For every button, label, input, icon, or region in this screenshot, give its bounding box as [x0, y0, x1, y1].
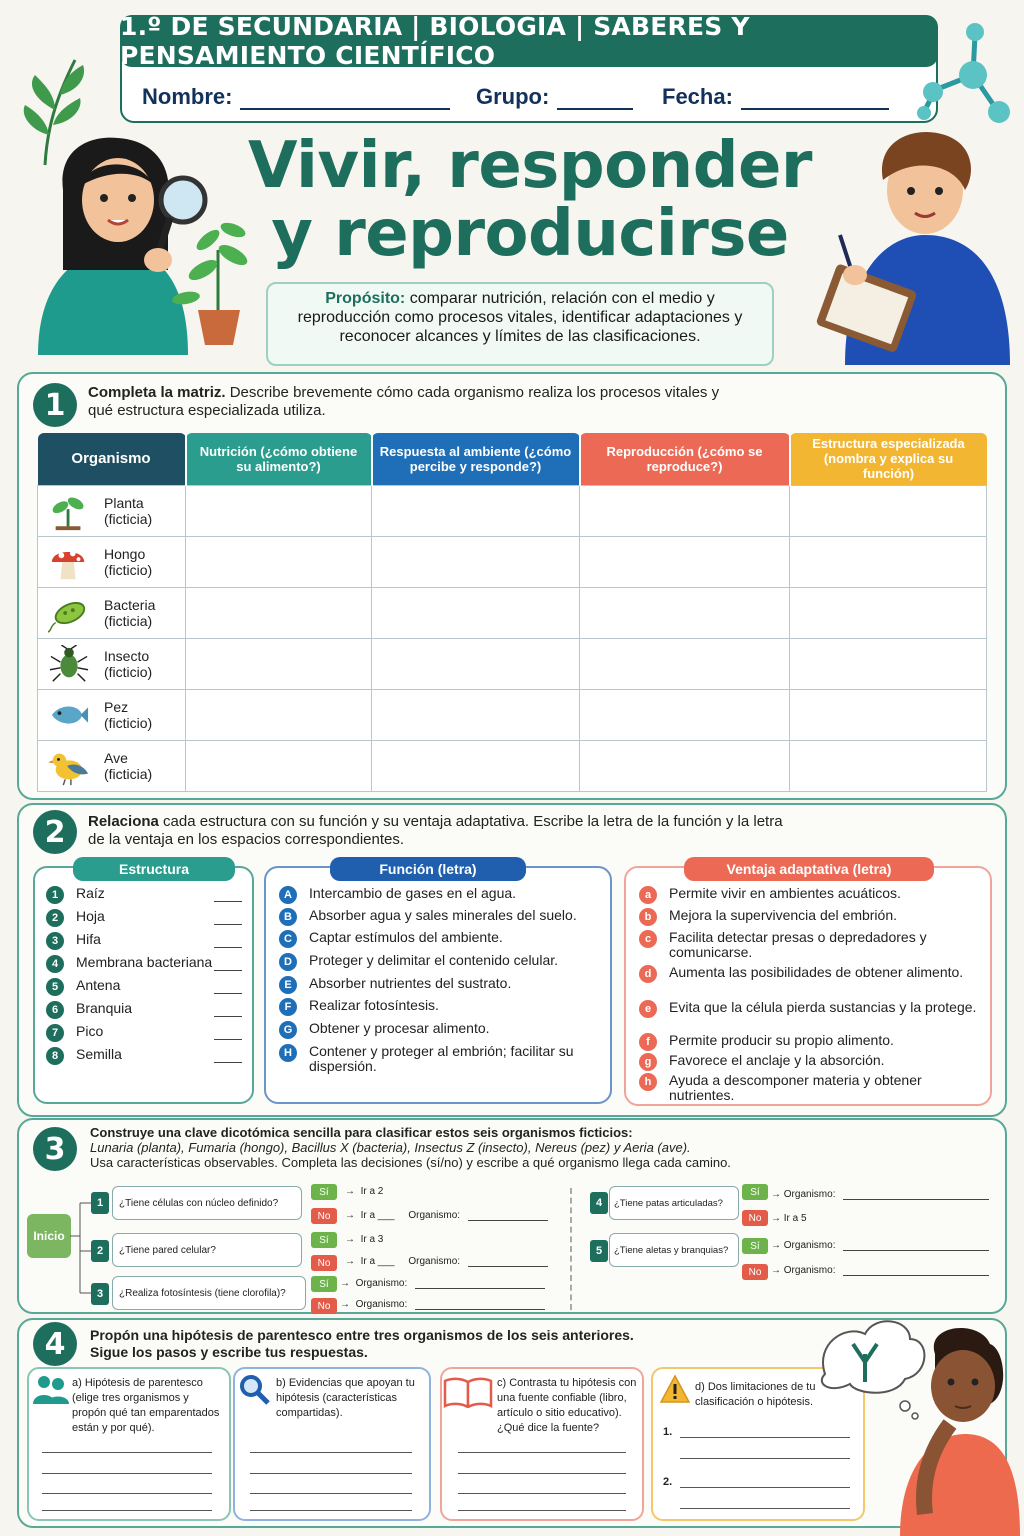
organism-name: Ave [104, 749, 128, 766]
q3-number: 3 [91, 1283, 109, 1305]
warning-icon [659, 1374, 691, 1404]
function-letter: B [279, 908, 297, 926]
card-a-line-1[interactable] [42, 1452, 212, 1453]
section-2-number: 2 [33, 810, 77, 854]
function-item [279, 953, 599, 971]
section-4-line-1: Propón una hipótesis de parentesco entre tres organismos de los seis anteriores. [90, 1327, 634, 1343]
answer-cell-structure[interactable] [790, 689, 987, 740]
section-4-number: 4 [33, 1322, 77, 1366]
organism-cell [38, 485, 186, 536]
structure-number: 1 [46, 886, 64, 904]
structure-item [46, 978, 216, 996]
structure-item [46, 932, 216, 950]
mushroom-icon [48, 543, 90, 583]
thinking-student-illustration [805, 1314, 1020, 1536]
molecule-icon [915, 20, 1015, 130]
header-organism: Organismo [38, 433, 186, 485]
card-b-line-1[interactable] [250, 1452, 412, 1453]
card-b-line-3[interactable] [250, 1493, 412, 1494]
q3-yes-organism-label: Organismo: [355, 1278, 408, 1289]
card-evidence-text: b) Evidencias que apoyan tu hipótesis (características compartidas). [276, 1377, 415, 1419]
worksheet-title [160, 129, 900, 271]
answer-cell-nutrition[interactable] [186, 587, 372, 638]
advantage-title: Ventaja adaptativa (letra) [684, 857, 934, 881]
q1-yes[interactable]: Sí [311, 1184, 337, 1200]
advantage-letter: g [639, 1053, 657, 1071]
function-letter: D [279, 953, 297, 971]
group-line[interactable] [557, 90, 633, 110]
q5-no-organism-line[interactable] [843, 1266, 989, 1276]
q4-yes-organism-line[interactable] [843, 1190, 989, 1200]
answer-cell-response[interactable] [372, 485, 580, 536]
title-line-2: y reproducirse [271, 197, 789, 271]
section-3-number: 3 [33, 1127, 77, 1171]
q2-box: ¿Tiene pared celular? [112, 1233, 302, 1267]
name-label: Nombre: [142, 84, 233, 109]
q1-organism-label: Organismo: [408, 1210, 461, 1221]
date-line[interactable] [741, 90, 889, 110]
structure-item [46, 909, 216, 927]
q5-no-result[interactable]: → Organismo: [771, 1265, 989, 1276]
answer-cell-structure[interactable] [790, 587, 987, 638]
q2-yes[interactable]: Sí [311, 1232, 337, 1248]
header-structure: Estructura especializada (nombra y explica su función) [790, 433, 987, 485]
answer-cell-reproduction[interactable] [580, 587, 790, 638]
q1-no-go: Ir a ___ [360, 1210, 395, 1221]
organism-note: (ficticio) [104, 663, 153, 680]
q4-yes-organism-label: Organismo: [783, 1189, 836, 1200]
structure-item [46, 1024, 216, 1042]
q3-box: ¿Realiza fotosíntesis (tiene clorofila)? [112, 1276, 306, 1310]
header-nutrition: Nutrición (¿cómo obtiene su alimento?) [186, 433, 372, 485]
advantage-text: Permite vivir en ambientes acuáticos. [669, 885, 901, 901]
section-2-instruction [88, 813, 788, 849]
structure-number: 7 [46, 1024, 64, 1042]
function-letter: C [279, 930, 297, 948]
function-text: Absorber agua y sales minerales del suelo. [309, 907, 577, 923]
q1-no[interactable]: No [311, 1208, 337, 1224]
function-text: Obtener y procesar alimento. [309, 1020, 490, 1036]
q1-organism-line[interactable] [468, 1211, 548, 1221]
q2-number: 2 [91, 1240, 109, 1262]
function-item [279, 930, 599, 948]
structure-label: Hifa [76, 931, 101, 947]
structure-answer-blank[interactable] [214, 1016, 242, 1017]
header-response: Respuesta al ambiente (¿cómo percibe y responde?) [372, 433, 580, 485]
card-a-line-4[interactable] [42, 1510, 212, 1511]
answer-cell-structure[interactable] [790, 638, 987, 689]
q1-box: ¿Tiene células con núcleo definido? [112, 1186, 302, 1220]
function-item [279, 908, 599, 926]
advantage-text: Favorece el anclaje y la absorción. [669, 1052, 885, 1068]
section-1-instruction-text: Describe brevemente cómo cada organismo realiza los procesos vitales y qué estructura especializada utiliza. [88, 384, 720, 419]
q5-number: 5 [590, 1240, 608, 1262]
q3-no[interactable]: No [311, 1298, 337, 1314]
advantage-item [639, 1033, 984, 1051]
header-reproduction: Reproducción (¿cómo se reproduce?) [580, 433, 790, 485]
bird-icon [48, 747, 90, 787]
advantage-item [639, 1000, 984, 1018]
card-c-line-4[interactable] [458, 1510, 626, 1511]
structure-item [46, 886, 216, 904]
group-label: Grupo: [476, 84, 550, 109]
q2-no[interactable]: No [311, 1255, 337, 1271]
matrix-row [38, 638, 987, 689]
card-limitations-text: d) Dos limitaciones de tu clasificación o hipótesis. [695, 1381, 816, 1408]
answer-cell-reproduction[interactable] [580, 536, 790, 587]
advantage-letter: f [639, 1033, 657, 1051]
section-1-instruction-bold: Completa la matriz. [88, 384, 226, 401]
structure-item [46, 1001, 216, 1019]
fish-icon [48, 696, 90, 736]
structure-answer-blank[interactable] [214, 947, 242, 948]
organism-cell [38, 587, 186, 638]
organism-cell [38, 740, 186, 791]
structure-answer-blank[interactable] [214, 993, 242, 994]
q4-yes[interactable]: Sí [742, 1184, 768, 1200]
function-letter: A [279, 886, 297, 904]
section-4-line-2: Sigue los pasos y escribe tus respuestas. [90, 1344, 368, 1360]
key-start: Inicio [27, 1214, 71, 1258]
structure-number: 5 [46, 978, 64, 996]
structure-number: 4 [46, 955, 64, 973]
organism-cell [38, 638, 186, 689]
organism-note: (ficticia) [104, 510, 153, 527]
structure-answer-blank[interactable] [214, 1039, 242, 1040]
function-text: Absorber nutrientes del sustrato. [309, 975, 512, 991]
advantage-letter: e [639, 1000, 657, 1018]
q5-box: ¿Tiene aletas y branquias? [609, 1233, 739, 1267]
date-label: Fecha: [662, 84, 733, 109]
section-4-instruction [90, 1327, 790, 1361]
q5-yes-organism-label: Organismo: [783, 1240, 836, 1251]
q3-no-organism-line[interactable] [415, 1300, 545, 1310]
function-letter: G [279, 1021, 297, 1039]
insect-icon [48, 645, 90, 685]
advantage-letter: d [639, 965, 657, 983]
answer-cell-response[interactable] [372, 740, 580, 791]
organism-name: Insecto [104, 647, 150, 664]
advantage-text: Aumenta las posibilidades de obtener alimento. [669, 964, 964, 980]
answer-cell-structure[interactable] [790, 740, 987, 791]
section-3-instruction [90, 1125, 970, 1170]
q5-yes[interactable]: Sí [742, 1238, 768, 1254]
q5-yes-result[interactable]: → Organismo: [771, 1240, 989, 1251]
purpose-text: comparar nutrición, relación con el medio y reproducción como procesos vitales, identificar adaptaciones y reconocer alcances y límites de las clasificaciones. [297, 290, 743, 345]
q5-no-organism-label: Organismo: [783, 1265, 836, 1276]
advantage-text: Evita que la célula pierda sustancias y la protege. [669, 999, 977, 1015]
organism-name: Bacteria [104, 596, 156, 613]
function-item [279, 886, 599, 904]
q4-no-result: → Ir a 5 [771, 1213, 807, 1224]
matrix-row [38, 485, 987, 536]
matrix-row [38, 689, 987, 740]
q2-no-go: Ir a ___ [360, 1256, 395, 1267]
q2-yes-go: Ir a 3 [360, 1234, 384, 1245]
organism-cell [38, 536, 186, 587]
section-2-instruction-text: cada estructura con su función y su ventaja adaptativa. Escribe la letra de la función y la letra de la ventaja en los espacios correspondientes. [88, 813, 783, 848]
limitation-1-label: 1. [663, 1426, 673, 1438]
q4-number: 4 [590, 1192, 608, 1214]
section-3-line-3: Usa características observables. Completa las decisiones (sí/no) y escribe a qué organismo llega cada camino. [90, 1155, 731, 1170]
card-a-line-2[interactable] [42, 1473, 212, 1474]
advantage-item [639, 908, 984, 926]
card-c-line-1[interactable] [458, 1452, 626, 1453]
card-a-line-3[interactable] [42, 1493, 212, 1494]
q3-yes-organism-line[interactable] [415, 1279, 545, 1289]
answer-cell-structure[interactable] [790, 485, 987, 536]
advantage-item [639, 1073, 984, 1103]
organism-note: (ficticio) [104, 714, 153, 731]
advantage-item [639, 886, 984, 904]
function-letter: H [279, 1044, 297, 1062]
q4-yes-result[interactable]: → Organismo: [771, 1189, 989, 1200]
answer-cell-response[interactable] [372, 638, 580, 689]
q3-no-organism-label: Organismo: [355, 1299, 408, 1310]
structure-label: Membrana bacteriana [76, 954, 213, 970]
structure-number: 3 [46, 932, 64, 950]
section-3-line-1: Construye una clave dicotómica sencilla para clasificar estos seis organismos ficticios: [90, 1125, 633, 1140]
q2-no-result[interactable]: → Ir a ___ Organismo: [345, 1256, 548, 1267]
structure-answer-blank[interactable] [214, 970, 242, 971]
q1-number: 1 [91, 1192, 109, 1214]
q4-no-go: Ir a 5 [783, 1213, 807, 1224]
organism-name: Hongo [104, 545, 146, 562]
section-1-instruction [88, 384, 748, 420]
q2-organism-label: Organismo: [408, 1256, 461, 1267]
q1-yes-result: → Ir a 2 [345, 1186, 384, 1197]
organism-matrix [37, 433, 987, 792]
card-hypothesis-text: a) Hipótesis de parentesco (elige tres organismos y propón qué tan emparentados están y por qué). [72, 1377, 220, 1434]
answer-cell-response[interactable] [372, 689, 580, 740]
organism-name: Pez [104, 698, 129, 715]
title-line-1: Vivir, responder [248, 129, 812, 203]
function-letter: F [279, 998, 297, 1016]
advantage-item [639, 1053, 984, 1071]
q2-yes-result: → Ir a 3 [345, 1234, 384, 1245]
answer-cell-structure[interactable] [790, 536, 987, 587]
advantage-item [639, 965, 984, 983]
function-item [279, 976, 599, 994]
structure-answer-blank[interactable] [214, 924, 242, 925]
key-divider [570, 1188, 572, 1310]
structure-label: Raíz [76, 885, 105, 901]
organism-name: Planta [104, 494, 144, 511]
magnifier-icon [238, 1373, 270, 1405]
card-c-line-2[interactable] [458, 1473, 626, 1474]
function-text: Intercambio de gases en el agua. [309, 885, 517, 901]
answer-cell-response[interactable] [372, 587, 580, 638]
function-item [279, 998, 599, 1016]
answer-cell-nutrition[interactable] [186, 689, 372, 740]
card-b-line-4[interactable] [250, 1510, 412, 1511]
advantage-text: Mejora la supervivencia del embrión. [669, 907, 897, 923]
date-field[interactable] [662, 84, 889, 110]
advantage-letter: a [639, 886, 657, 904]
advantage-text: Facilita detectar presas o depredadores y comunicarse. [669, 929, 927, 960]
q5-yes-organism-line[interactable] [843, 1241, 989, 1251]
matrix-row [38, 587, 987, 638]
q1-no-result[interactable]: → Ir a ___ Organismo: [345, 1210, 548, 1221]
card-contrast-text: c) Contrasta tu hipótesis con una fuente confiable (libro, artículo o sitio educativo). ¿Qué dice la fuente? [497, 1377, 637, 1434]
structure-number: 2 [46, 909, 64, 927]
advantage-text: Permite producir su propio alimento. [669, 1032, 894, 1048]
book-icon [443, 1376, 493, 1408]
structure-answer-blank[interactable] [214, 1062, 242, 1063]
answer-cell-response[interactable] [372, 536, 580, 587]
q1-yes-go: Ir a 2 [360, 1186, 384, 1197]
q4-no[interactable]: No [742, 1210, 768, 1226]
function-letter: E [279, 976, 297, 994]
q4-box: ¿Tiene patas articuladas? [609, 1186, 739, 1220]
matrix-row [38, 740, 987, 791]
advantage-letter: b [639, 908, 657, 926]
answer-cell-nutrition[interactable] [186, 536, 372, 587]
q3-yes-result[interactable]: → Organismo: [340, 1278, 545, 1289]
organism-note: (ficticio) [104, 561, 153, 578]
structure-title: Estructura [73, 857, 235, 881]
card-c-line-3[interactable] [458, 1493, 626, 1494]
section-1-number: 1 [33, 383, 77, 427]
answer-cell-reproduction[interactable] [580, 740, 790, 791]
structure-item [46, 955, 216, 973]
organism-note: (ficticia) [104, 765, 153, 782]
structure-number: 8 [46, 1047, 64, 1065]
answer-cell-nutrition[interactable] [186, 638, 372, 689]
people-icon [33, 1374, 69, 1406]
organism-note: (ficticia) [104, 612, 153, 629]
matrix-row [38, 536, 987, 587]
function-title: Función (letra) [330, 857, 526, 881]
organism-cell [38, 689, 186, 740]
function-text: Realizar fotosíntesis. [309, 997, 439, 1013]
q2-organism-line[interactable] [468, 1257, 548, 1267]
advantage-item [639, 930, 984, 960]
structure-label: Antena [76, 977, 121, 993]
answer-cell-reproduction[interactable] [580, 638, 790, 689]
function-text: Captar estímulos del ambiente. [309, 929, 503, 945]
q5-no[interactable]: No [742, 1264, 768, 1280]
advantage-letter: h [639, 1073, 657, 1091]
limitation-2-label: 2. [663, 1476, 673, 1488]
name-field[interactable] [142, 84, 450, 110]
advantage-text: Ayuda a descomponer materia y obtener nutrientes. [669, 1072, 922, 1103]
function-item [279, 1021, 599, 1039]
name-line[interactable] [240, 90, 450, 110]
plant-icon [48, 492, 90, 532]
purpose-box [266, 282, 774, 366]
purpose-label: Propósito: [325, 290, 406, 307]
advantage-letter: c [639, 930, 657, 948]
answer-cell-reproduction[interactable] [580, 689, 790, 740]
structure-item [46, 1047, 216, 1065]
bacteria-icon [48, 594, 90, 634]
q3-yes[interactable]: Sí [311, 1276, 337, 1292]
structure-label: Semilla [76, 1046, 122, 1062]
group-field[interactable] [476, 84, 633, 110]
card-b-line-2[interactable] [250, 1473, 412, 1474]
section-2-instruction-bold: Relaciona [88, 813, 159, 830]
structure-label: Pico [76, 1023, 104, 1039]
structure-number: 6 [46, 1001, 64, 1019]
answer-cell-nutrition[interactable] [186, 740, 372, 791]
section-3-line-2: Lunaria (planta), Fumaria (hongo), Bacillus X (bacteria), Insectus Z (insecto), Nereus (pez) y Aeria (ave). [90, 1140, 691, 1155]
q3-no-result[interactable]: → Organismo: [340, 1299, 545, 1310]
structure-answer-blank[interactable] [214, 901, 242, 902]
structure-label: Branquia [76, 1000, 133, 1016]
structure-label: Hoja [76, 908, 105, 924]
answer-cell-nutrition[interactable] [186, 485, 372, 536]
function-text: Contener y proteger al embrión; facilitar su dispersión. [309, 1043, 574, 1074]
answer-cell-reproduction[interactable] [580, 485, 790, 536]
function-item [279, 1044, 599, 1074]
function-text: Proteger y delimitar el contenido celular. [309, 952, 559, 968]
header-banner: 1.º DE SECUNDARIA | BIOLOGÍA | SABERES Y PENSAMIENTO CIENTÍFICO [120, 15, 938, 67]
